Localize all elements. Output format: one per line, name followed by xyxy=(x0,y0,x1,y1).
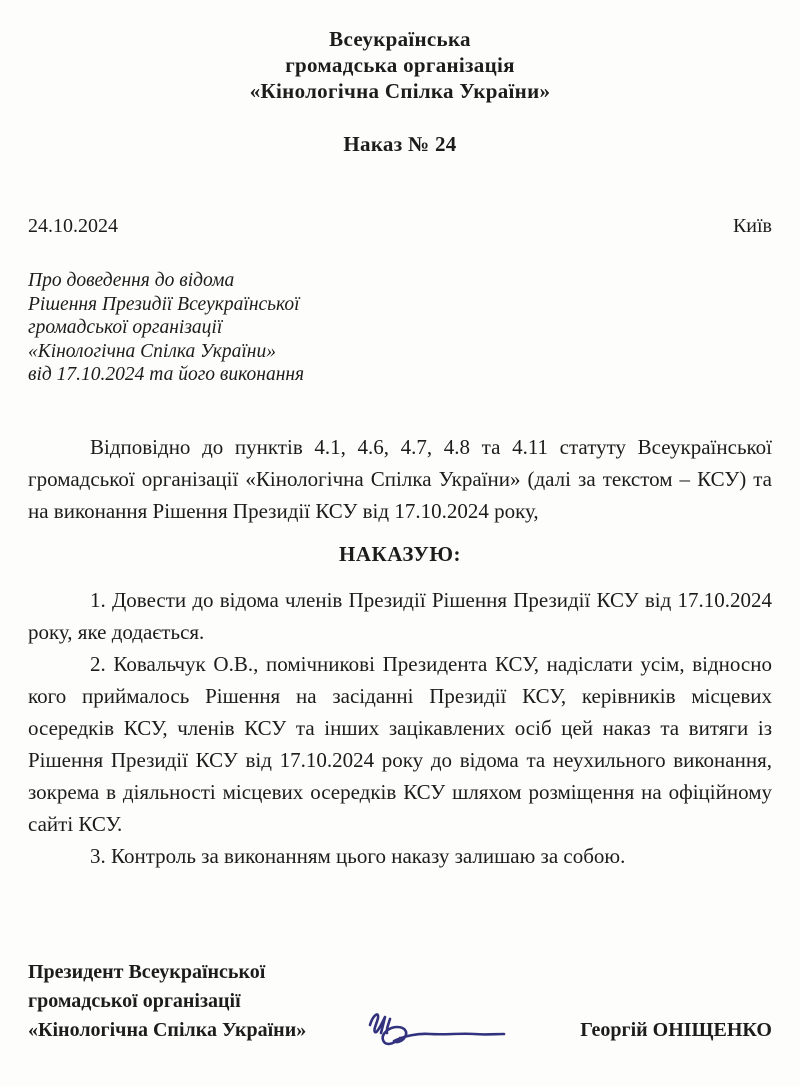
org-name-line: Всеукраїнська xyxy=(329,27,471,51)
subject-line: від 17.10.2024 та його виконання xyxy=(28,364,305,385)
org-name-line: «Кінологічна Спілка України» xyxy=(249,79,551,103)
signatory-name: Георгій ОНІЩЕНКО xyxy=(580,1019,772,1041)
subject-line: «Кінологічна Спілка України» xyxy=(28,340,276,362)
subject-line: громадської організації xyxy=(28,317,223,338)
signatory-title-line: громадської організації xyxy=(28,990,241,1012)
date-city-row xyxy=(28,215,772,238)
signatory-title-line: «Кінологічна Спілка України» xyxy=(28,1019,307,1041)
order-city: Київ xyxy=(732,215,772,237)
order-subject xyxy=(28,269,448,387)
decree-heading: НАКАЗУЮ: xyxy=(339,541,461,566)
order-item-2: 2. Ковальчук О.В., помічникові Президента КСУ, надіслати усім, відносно кого приймалось Рішення на засіданні Президії КСУ, керівників місцевих осередків КСУ, членів КСУ та інших зацікавлених осіб цей наказ та витяги із Рішення Президії КСУ від 17.10.2024 року до відома та неухильного виконання, зокрема в діяльності місцевих осередків КСУ шляхом розміщення на офіційному сайті КСУ. xyxy=(28,651,772,836)
order-date: 24.10.2024 xyxy=(28,215,118,237)
organization-header xyxy=(28,26,772,104)
org-name-line: громадська організація xyxy=(285,53,515,77)
subject-line: Рішення Президії Всеукраїнської xyxy=(28,293,300,315)
intro-paragraph: Відповідно до пунктів 4.1, 4.6, 4.7, 4.8 та 4.11 статуту Всеукраїнської громадської організації «Кінологічна Спілка України» (далі за текстом – КСУ) та на виконання Рішення Президії КСУ від 17.10.2024 року, xyxy=(28,434,772,523)
signatory-title-line: Президент Всеукраїнської xyxy=(28,961,266,983)
signature-stroke xyxy=(370,1014,504,1043)
signature-block xyxy=(28,958,772,1045)
signatory-title xyxy=(28,958,306,1045)
order-number-title: Наказ № 24 xyxy=(343,132,457,156)
handwritten-signature-icon xyxy=(356,995,526,1059)
subject-line: Про доведення до відома xyxy=(28,270,235,291)
order-item-3: 3. Контроль за виконанням цього наказу залишаю за собою. xyxy=(90,843,626,868)
order-item-1: 1. Довести до відома членів Президії Рішення Президії КСУ від 17.10.2024 року, яке додається. xyxy=(28,587,772,644)
